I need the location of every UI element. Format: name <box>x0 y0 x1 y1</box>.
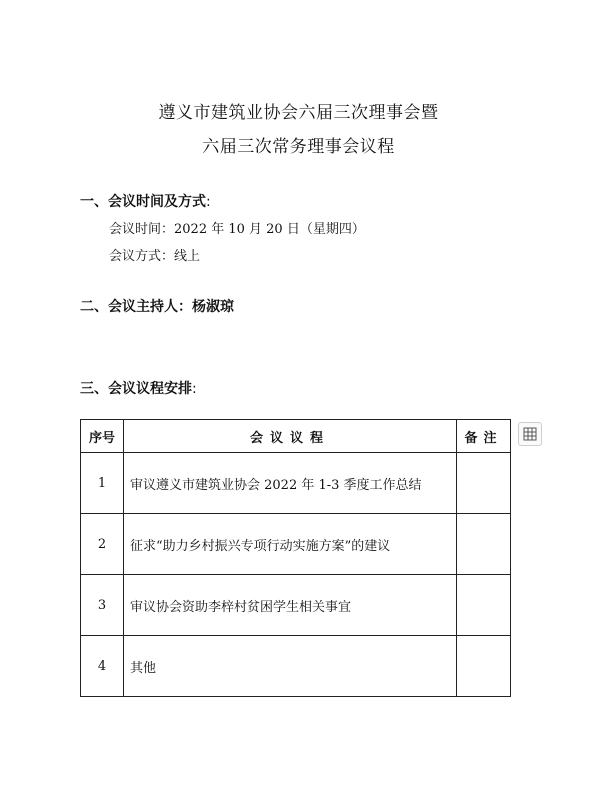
table-row <box>81 453 511 514</box>
header-no: 序号 <box>81 420 124 453</box>
section-2-heading: 二、会议主持人：杨淑琼 <box>80 299 234 315</box>
table-row <box>81 514 511 575</box>
row-item: 征求“助力乡村振兴专项行动实施方案”的建议 <box>124 514 457 575</box>
row-note <box>457 575 511 636</box>
table-row <box>81 636 511 697</box>
row-no: 1 <box>81 453 124 514</box>
row-no: 2 <box>81 514 124 575</box>
table-row <box>81 575 511 636</box>
meeting-time: 会议时间：2022 年 10 月 20 日（星期四） <box>109 222 365 237</box>
header-note: 备注 <box>457 420 511 453</box>
table-grid-icon <box>523 427 537 441</box>
section-1-heading-text: 一、会议时间及方式 <box>80 194 206 210</box>
document-title-line-2: 六届三次常务理事会议程 <box>202 137 395 157</box>
table-header-row <box>81 420 511 453</box>
row-item: 其他 <box>124 636 457 697</box>
document-title-line-1: 遵义市建筑业协会六届三次理事会暨 <box>158 103 439 123</box>
row-no: 3 <box>81 575 124 636</box>
meeting-method: 会议方式：线上 <box>109 249 201 264</box>
section-3-heading-text: 三、会议议程安排 <box>80 381 192 397</box>
section-1-colon: : <box>206 194 211 210</box>
table-extract-icon[interactable] <box>518 422 542 446</box>
row-note <box>457 453 511 514</box>
row-note <box>457 514 511 575</box>
section-1-heading <box>80 191 211 211</box>
row-note <box>457 636 511 697</box>
section-3-heading <box>80 378 197 398</box>
row-item: 审议协会资助李梓村贫困学生相关事宜 <box>124 575 457 636</box>
agenda-table <box>80 419 511 697</box>
section-3-colon: : <box>192 381 197 397</box>
row-item: 审议遵义市建筑业协会 2022 年 1-3 季度工作总结 <box>124 453 457 514</box>
row-no: 4 <box>81 636 124 697</box>
header-item: 会议议程 <box>124 420 457 453</box>
